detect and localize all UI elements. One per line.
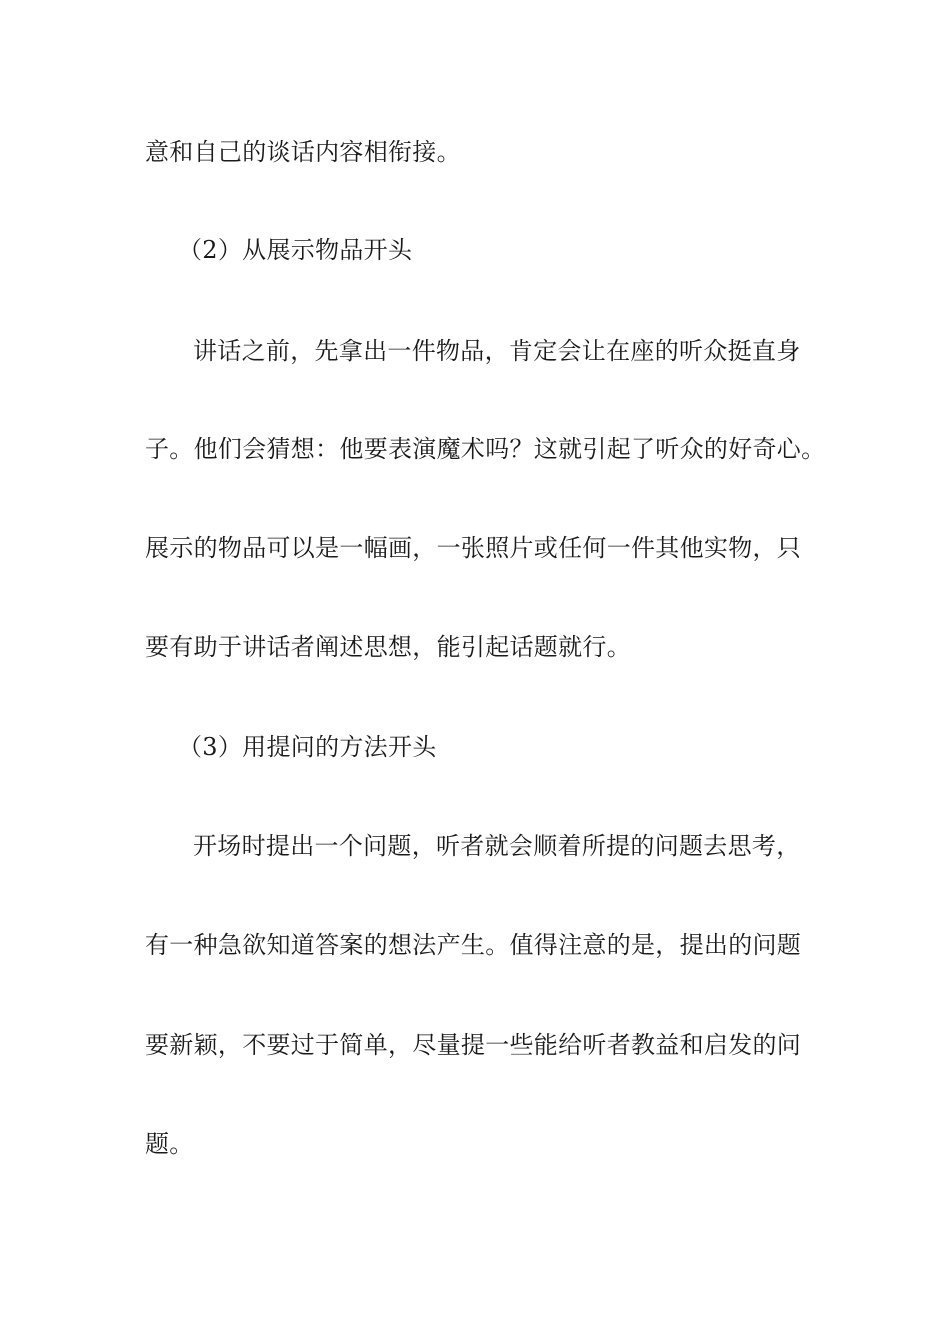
paragraph-line: 子。他们会猜想：他要表演魔术吗？这就引起了听众的好奇心。 [145, 435, 826, 463]
paragraph-line: 要有助于讲话者阐述思想，能引起话题就行。 [145, 633, 631, 661]
paragraph-line: 开场时提出一个问题，听者就会顺着所提的问题去思考， [193, 832, 801, 860]
section-heading-3: （3）用提问的方法开头 [178, 733, 437, 761]
paragraph-line: 有一种急欲知道答案的想法产生。值得注意的是，提出的问题 [145, 931, 802, 959]
section-heading-2: （2）从展示物品开头 [178, 236, 413, 264]
paragraph-line: 展示的物品可以是一幅画，一张照片或任何一件其他实物，只 [145, 534, 802, 562]
paragraph-line: 要新颖，不要过于简单，尽量提一些能给听者教益和启发的问 [145, 1031, 802, 1059]
paragraph-line: 题。 [145, 1130, 194, 1158]
paragraph-line: 意和自己的谈话内容相衔接。 [145, 138, 461, 166]
paragraph-line: 讲话之前，先拿出一件物品，肯定会让在座的听众挺直身 [193, 337, 801, 365]
